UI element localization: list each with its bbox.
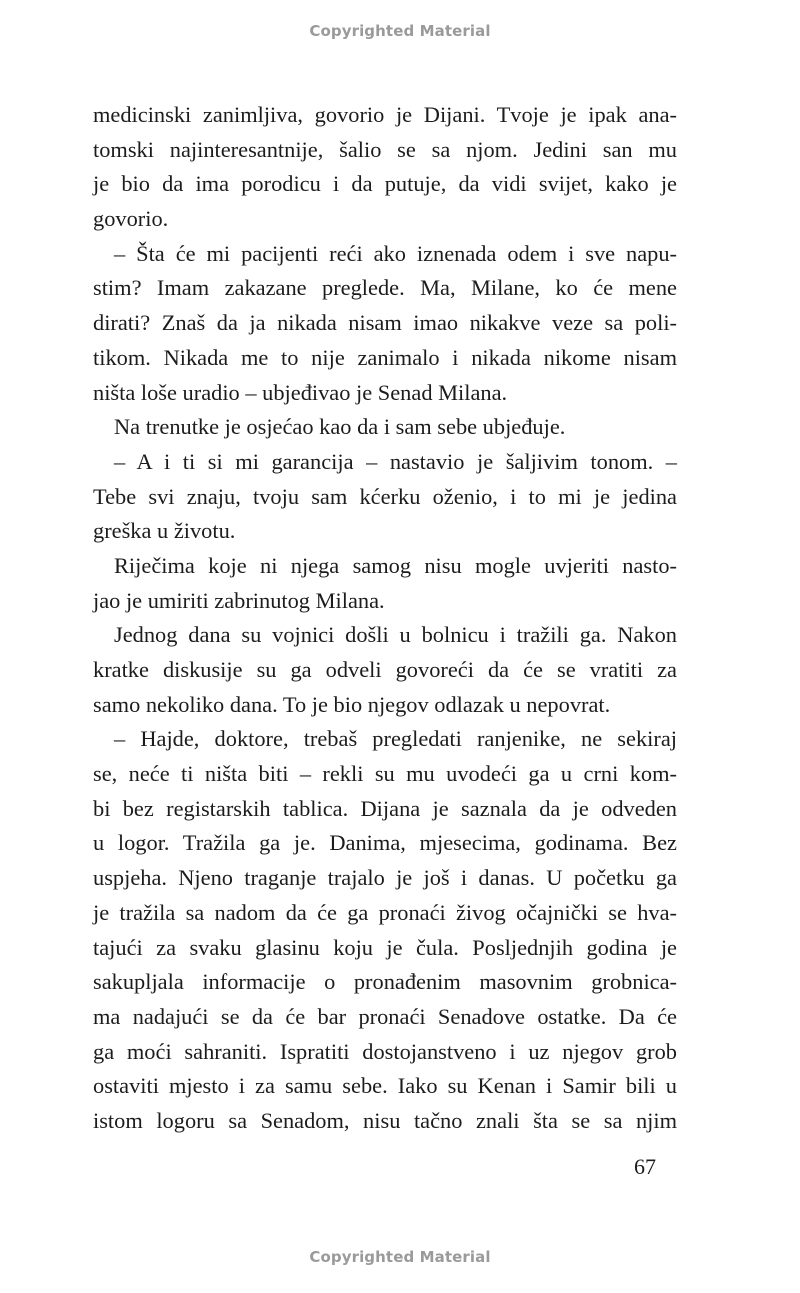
- text-line: – A i ti si mi garancija – nastavio je šaljivim tonom. –: [114, 448, 677, 474]
- text-line: istom logoru sa Senadom, nisu tačno znali šta se sa njim: [93, 1107, 677, 1133]
- text-line: sakupljala informacije o pronađenim masovnim grobnica-: [93, 969, 677, 995]
- page-body-text: [93, 98, 677, 1139]
- text-line: se, neće ti ništa biti – rekli su mu uvodeći ga u crni kom-: [93, 761, 677, 787]
- page-number: 67: [634, 1154, 656, 1179]
- text-line: – Hajde, doktore, trebaš pregledati ranjenike, ne sekiraj: [114, 726, 677, 752]
- text-line: medicinski zanimljiva, govorio je Dijani. Tvoje je ipak ana-: [93, 102, 677, 127]
- text-line: ostaviti mjesto i za samu sebe. Iako su Kenan i Samir bili u: [93, 1073, 677, 1099]
- text-line: u logor. Tražila ga je. Danima, mjesecima, godinama. Bez: [93, 830, 677, 856]
- text-line: ga moći sahraniti. Ispratiti dostojanstveno i uz njegov grob: [93, 1038, 677, 1064]
- text-line: je bio da ima porodicu i da putuje, da vidi svijet, kako je: [93, 171, 677, 197]
- text-line: Jednog dana su vojnici došli u bolnicu i tražili ga. Nakon: [114, 622, 677, 648]
- text-line: kratke diskusije su ga odveli govoreći da će se vratiti za: [93, 657, 677, 682]
- text-line: Tebe svi znaju, tvoju sam kćerku oženio, i to mi je jedina: [93, 483, 677, 509]
- text-line: – Šta će mi pacijenti reći ako iznenada odem i sve napu-: [114, 240, 677, 266]
- text-line: dirati? Znaš da ja nikada nisam imao nikakve veze sa poli-: [93, 310, 677, 336]
- text-line: stim? Imam zakazane preglede. Ma, Milane, ko će mene: [93, 275, 677, 301]
- text-line: je tražila sa nadom da će ga pronaći živog očajnički se hva-: [93, 899, 677, 925]
- text-line: Riječima koje ni njega samog nisu mogle uvjeriti nasto-: [114, 552, 677, 578]
- text-line: bi bez registarskih tablica. Dijana je saznala da je odveden: [93, 795, 677, 821]
- text-line: govorio.: [93, 206, 169, 232]
- text-line: tikom. Nikada me to nije zanimalo i nikada nikome nisam: [93, 344, 677, 370]
- copyright-watermark-bottom: Copyrighted Material: [309, 1248, 491, 1266]
- text-line: ništa loše uradio – ubjeđivao je Senad Milana.: [93, 379, 508, 405]
- text-line: tajući za svaku glasinu koju je čula. Posljednjih godina je: [93, 934, 677, 960]
- text-line: tomski najinteresantnije, šalio se sa njom. Jedini san mu: [93, 136, 677, 162]
- text-line: jao je umiriti zabrinutog Milana.: [93, 587, 385, 613]
- text-line: uspjeha. Njeno traganje trajalo je još i danas. U početku ga: [93, 865, 677, 891]
- text-line: ma nadajući se da će bar pronaći Senadove ostatke. Da će: [93, 1003, 677, 1029]
- copyright-watermark-top: Copyrighted Material: [309, 22, 491, 40]
- text-line: samo nekoliko dana. To je bio njegov odlazak u nepovrat.: [93, 691, 611, 717]
- text-line: Na trenutke je osjećao kao da i sam sebe ubjeđuje.: [114, 414, 566, 440]
- text-line: greška u životu.: [93, 518, 236, 544]
